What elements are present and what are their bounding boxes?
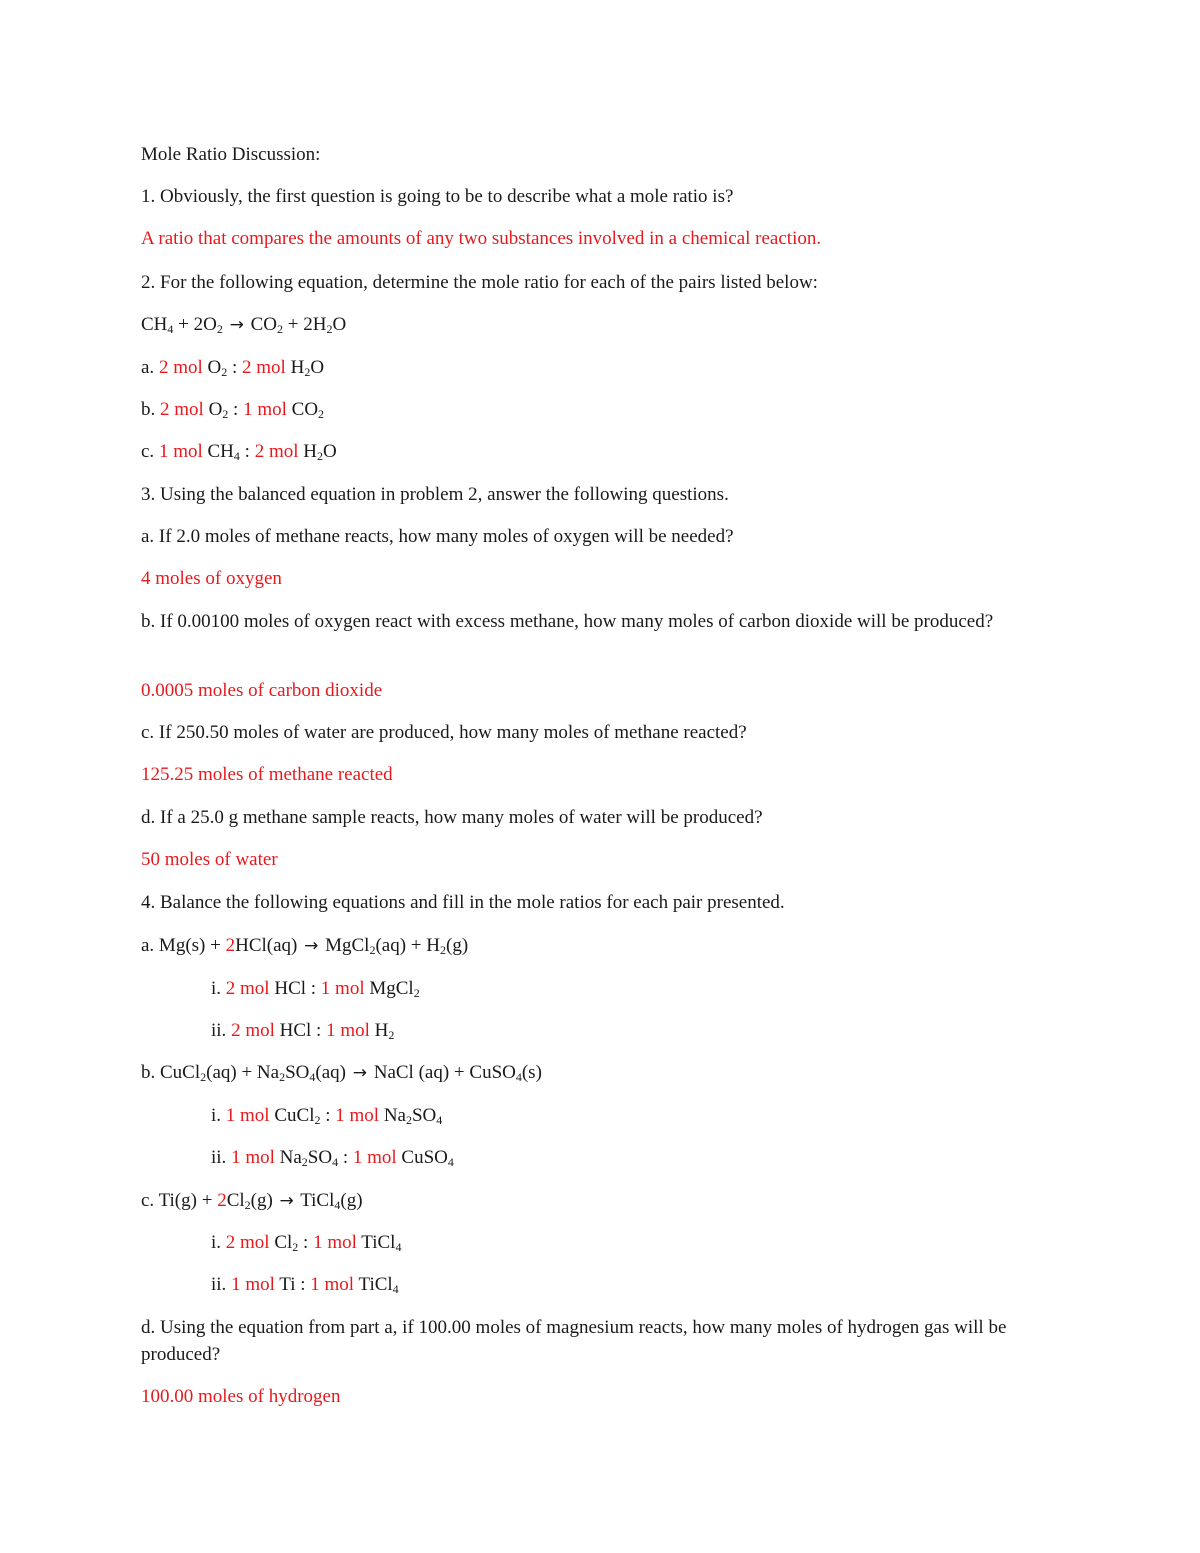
question-3a: a. If 2.0 moles of methane reacts, how many moles of oxygen will be needed?	[141, 526, 734, 547]
answer-3a: 4 moles of oxygen	[141, 568, 282, 589]
equation-4c: c. $Ti(g) + 2Cl_2(g)$ → TiCl$_4$(g)	[141, 1187, 1041, 1215]
question-3: 3. Using the balanced equation in problem 2, answer the following questions.	[141, 484, 729, 505]
ratio-4c-ii: ii. 1 mol Ti : 1 mol TiCl$_4$	[211, 1274, 399, 1296]
ratio-4a-ii: ii. 2 mol HCl : 1 mol $H_2$	[211, 1020, 395, 1042]
question-4: 4. Balance the following equations and fill in the mole ratios for each pair presented.	[141, 892, 785, 913]
ratio-4b-ii: ii. 1 mol $Na_2SO_4$ : 1 mol CuSO$_4$	[211, 1147, 454, 1169]
answer-1: A ratio that compares the amounts of any two substances involved in a chemical reaction.	[141, 228, 822, 249]
question-3b: b. If 0.00100 moles of oxygen react with excess methane, how many moles of carbon dioxide will be produced?	[141, 611, 994, 632]
question-1: 1. Obviously, the first question is going to be to describe what a mole ratio is?	[141, 186, 734, 207]
question-4d: d. Using the equation from part a, if 100.00 moles of magnesium reacts, how many moles of hydrogen gas will be produced?	[141, 1317, 1007, 1365]
ratio-4a-i: i. 2 mol HCl : 1 mol MgCl$_2$	[211, 978, 420, 1000]
answer-3c: 125.25 moles of methane reacted	[141, 764, 393, 785]
ratio-2c: c. 1 mol $CH_4$ : 2 mol $H_2O$	[141, 441, 337, 463]
document-title: Mole Ratio Discussion:	[141, 144, 321, 165]
question-3c: c. If 250.50 moles of water are produced, how many moles of methane reacted?	[141, 722, 747, 743]
arrow-icon: →	[304, 936, 319, 956]
question-2: 2. For the following equation, determine the mole ratio for each of the pairs listed below:	[141, 272, 818, 293]
ratio-4c-i: i. 2 mol $Cl_2$ : 1 mol TiCl$_4$	[211, 1232, 402, 1254]
question-3d: d. If a 25.0 g methane sample reacts, how many moles of water will be produced?	[141, 807, 763, 828]
equation-2: $CH_4 + 2O_2 \to CO_2 + 2H_2O$	[141, 311, 1041, 339]
ratio-2b: b. 2 mol $O_2$ : 1 mol $CO_2$	[141, 399, 325, 421]
equation-4b: b. CuCl$_2$(aq) + $Na_2SO_4(aq)$ → NaCl (aq) + CuSO$_4$(s)	[141, 1059, 1041, 1087]
arrow-icon: →	[279, 1191, 294, 1211]
ratio-2a: a. 2 mol $O_2$ : 2 mol $H_2O$	[141, 357, 325, 379]
arrow-icon: →	[229, 315, 244, 335]
answer-4d: 100.00 moles of hydrogen	[141, 1386, 341, 1407]
answer-3d: 50 moles of water	[141, 849, 278, 870]
ratio-4b-i: i. 1 mol CuCl$_2$ : 1 mol $Na_2SO_4$	[211, 1105, 443, 1127]
arrow-icon: →	[352, 1063, 367, 1083]
answer-3b: 0.0005 moles of carbon dioxide	[141, 680, 383, 701]
equation-4a: a. Mg(s) + 2HCl(aq) → MgCl$_2$(aq) + $H_2(g)$	[141, 932, 1041, 960]
